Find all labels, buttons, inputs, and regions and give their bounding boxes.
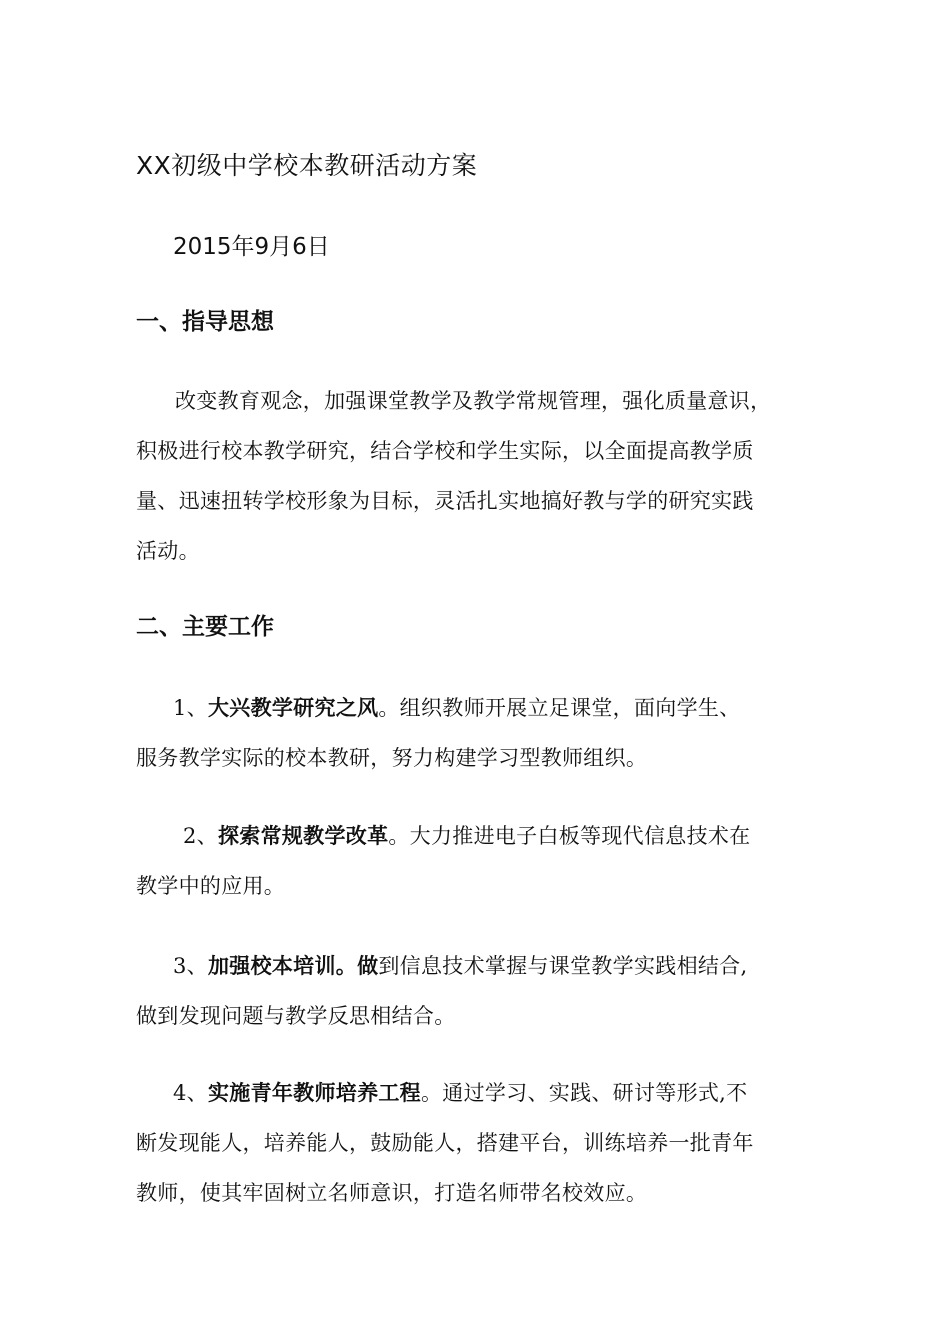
item-bold-title: 探索常规教学改革 [217,824,389,848]
work-item-1 [173,692,740,722]
paragraph-line: 积极进行校本教学研究，结合学校和学生实际，以全面提高教学质 [136,439,754,463]
item-number: 2、 [183,824,218,848]
document-title: XX初级中学校本教研活动方案 [136,151,478,180]
work-item-4-continuation: 教师，使其牢固树立名师意识，打造名师带名校效应。 [136,1181,648,1205]
item-number: 1、 [173,696,208,720]
item-text: 。组织教师开展立足课堂，面向学生、 [378,696,741,720]
work-item-1-continuation: 服务教学实际的校本教研，努力构建学习型教师组织。 [136,746,648,770]
item-text: 到信息技术掌握与课堂教学实践相结合, [378,954,748,978]
document-date: 2015年9月6日 [173,234,330,260]
work-item-4 [173,1077,747,1107]
work-item-3-continuation: 做到发现问题与教学反思相结合。 [136,1004,456,1028]
paragraph-line: 量、迅速扭转学校形象为目标，灵活扎实地搞好教与学的研究实践 [136,489,754,513]
paragraph-line: 改变教育观念，加强课堂教学及教学常规管理，强化质量意识， [175,389,772,413]
work-item-3 [173,950,747,980]
work-item-2-continuation: 教学中的应用。 [136,874,286,898]
item-number: 3、 [173,954,208,978]
item-bold-title: 加强校本培训。做 [207,954,379,978]
item-number: 4、 [173,1081,208,1105]
item-text: 。大力推进电子白板等现代信息技术在 [388,824,751,848]
item-text: 。通过学习、实践、研讨等形式,不 [420,1081,748,1105]
section-heading-guiding-thought: 一、指导思想 [136,309,274,335]
paragraph-line: 活动。 [136,539,200,563]
item-bold-title: 大兴教学研究之风 [207,696,379,720]
work-item-4-continuation: 断发现能人，培养能人，鼓励能人，搭建平台，训练培养一批青年 [136,1131,754,1155]
work-item-2 [183,820,750,850]
section-heading-main-work: 二、主要工作 [136,614,274,640]
item-bold-title: 实施青年教师培养工程 [207,1081,421,1105]
